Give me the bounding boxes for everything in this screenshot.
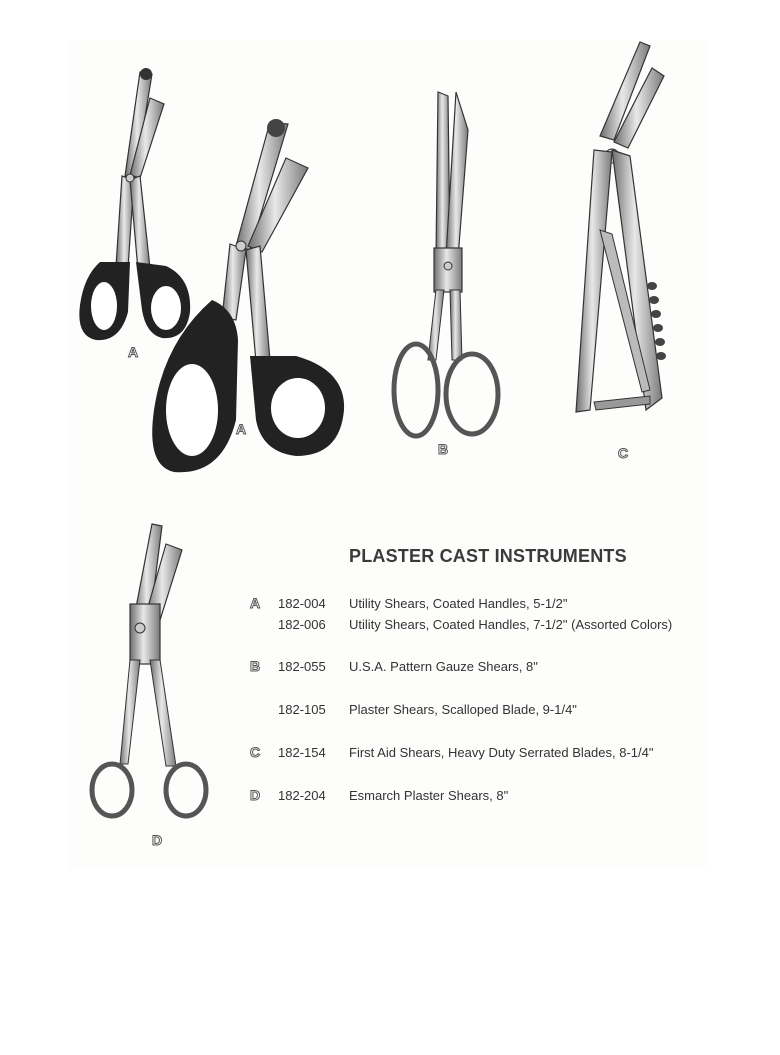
figure-label-b: B [438, 441, 449, 457]
item-code: 182-105 [278, 702, 326, 717]
page-title: PLASTER CAST INSTRUMENTS [349, 546, 627, 566]
item-letter: D [250, 787, 261, 803]
item-code: 182-055 [278, 659, 326, 674]
first-aid-shears-illustration [576, 42, 666, 412]
figure-label-a-small: A [128, 344, 139, 360]
item-code: 182-154 [278, 745, 326, 760]
figure-label-d: D [152, 832, 163, 848]
item-letter: C [250, 744, 261, 760]
figure-label-c: C [618, 445, 629, 461]
item-letter: A [250, 595, 261, 611]
figure-label-a-large: A [236, 421, 247, 437]
utility-shears-small-illustration [79, 68, 190, 340]
item-description: Plaster Shears, Scalloped Blade, 9-1/4" [349, 702, 577, 717]
item-description: First Aid Shears, Heavy Duty Serrated Blades, 8-1/4" [349, 745, 654, 760]
gauze-shears-illustration [394, 92, 498, 436]
item-description: Utility Shears, Coated Handles, 7-1/2" (Assorted Colors) [349, 617, 673, 632]
item-code: 182-006 [278, 617, 326, 632]
item-code: 182-204 [278, 788, 326, 803]
item-letter: B [250, 658, 261, 674]
esmarch-shears-illustration [92, 524, 206, 816]
item-description: Esmarch Plaster Shears, 8" [349, 788, 509, 803]
item-description: Utility Shears, Coated Handles, 5-1/2" [349, 596, 568, 611]
item-code: 182-004 [278, 596, 326, 611]
item-description: U.S.A. Pattern Gauze Shears, 8" [349, 659, 538, 674]
